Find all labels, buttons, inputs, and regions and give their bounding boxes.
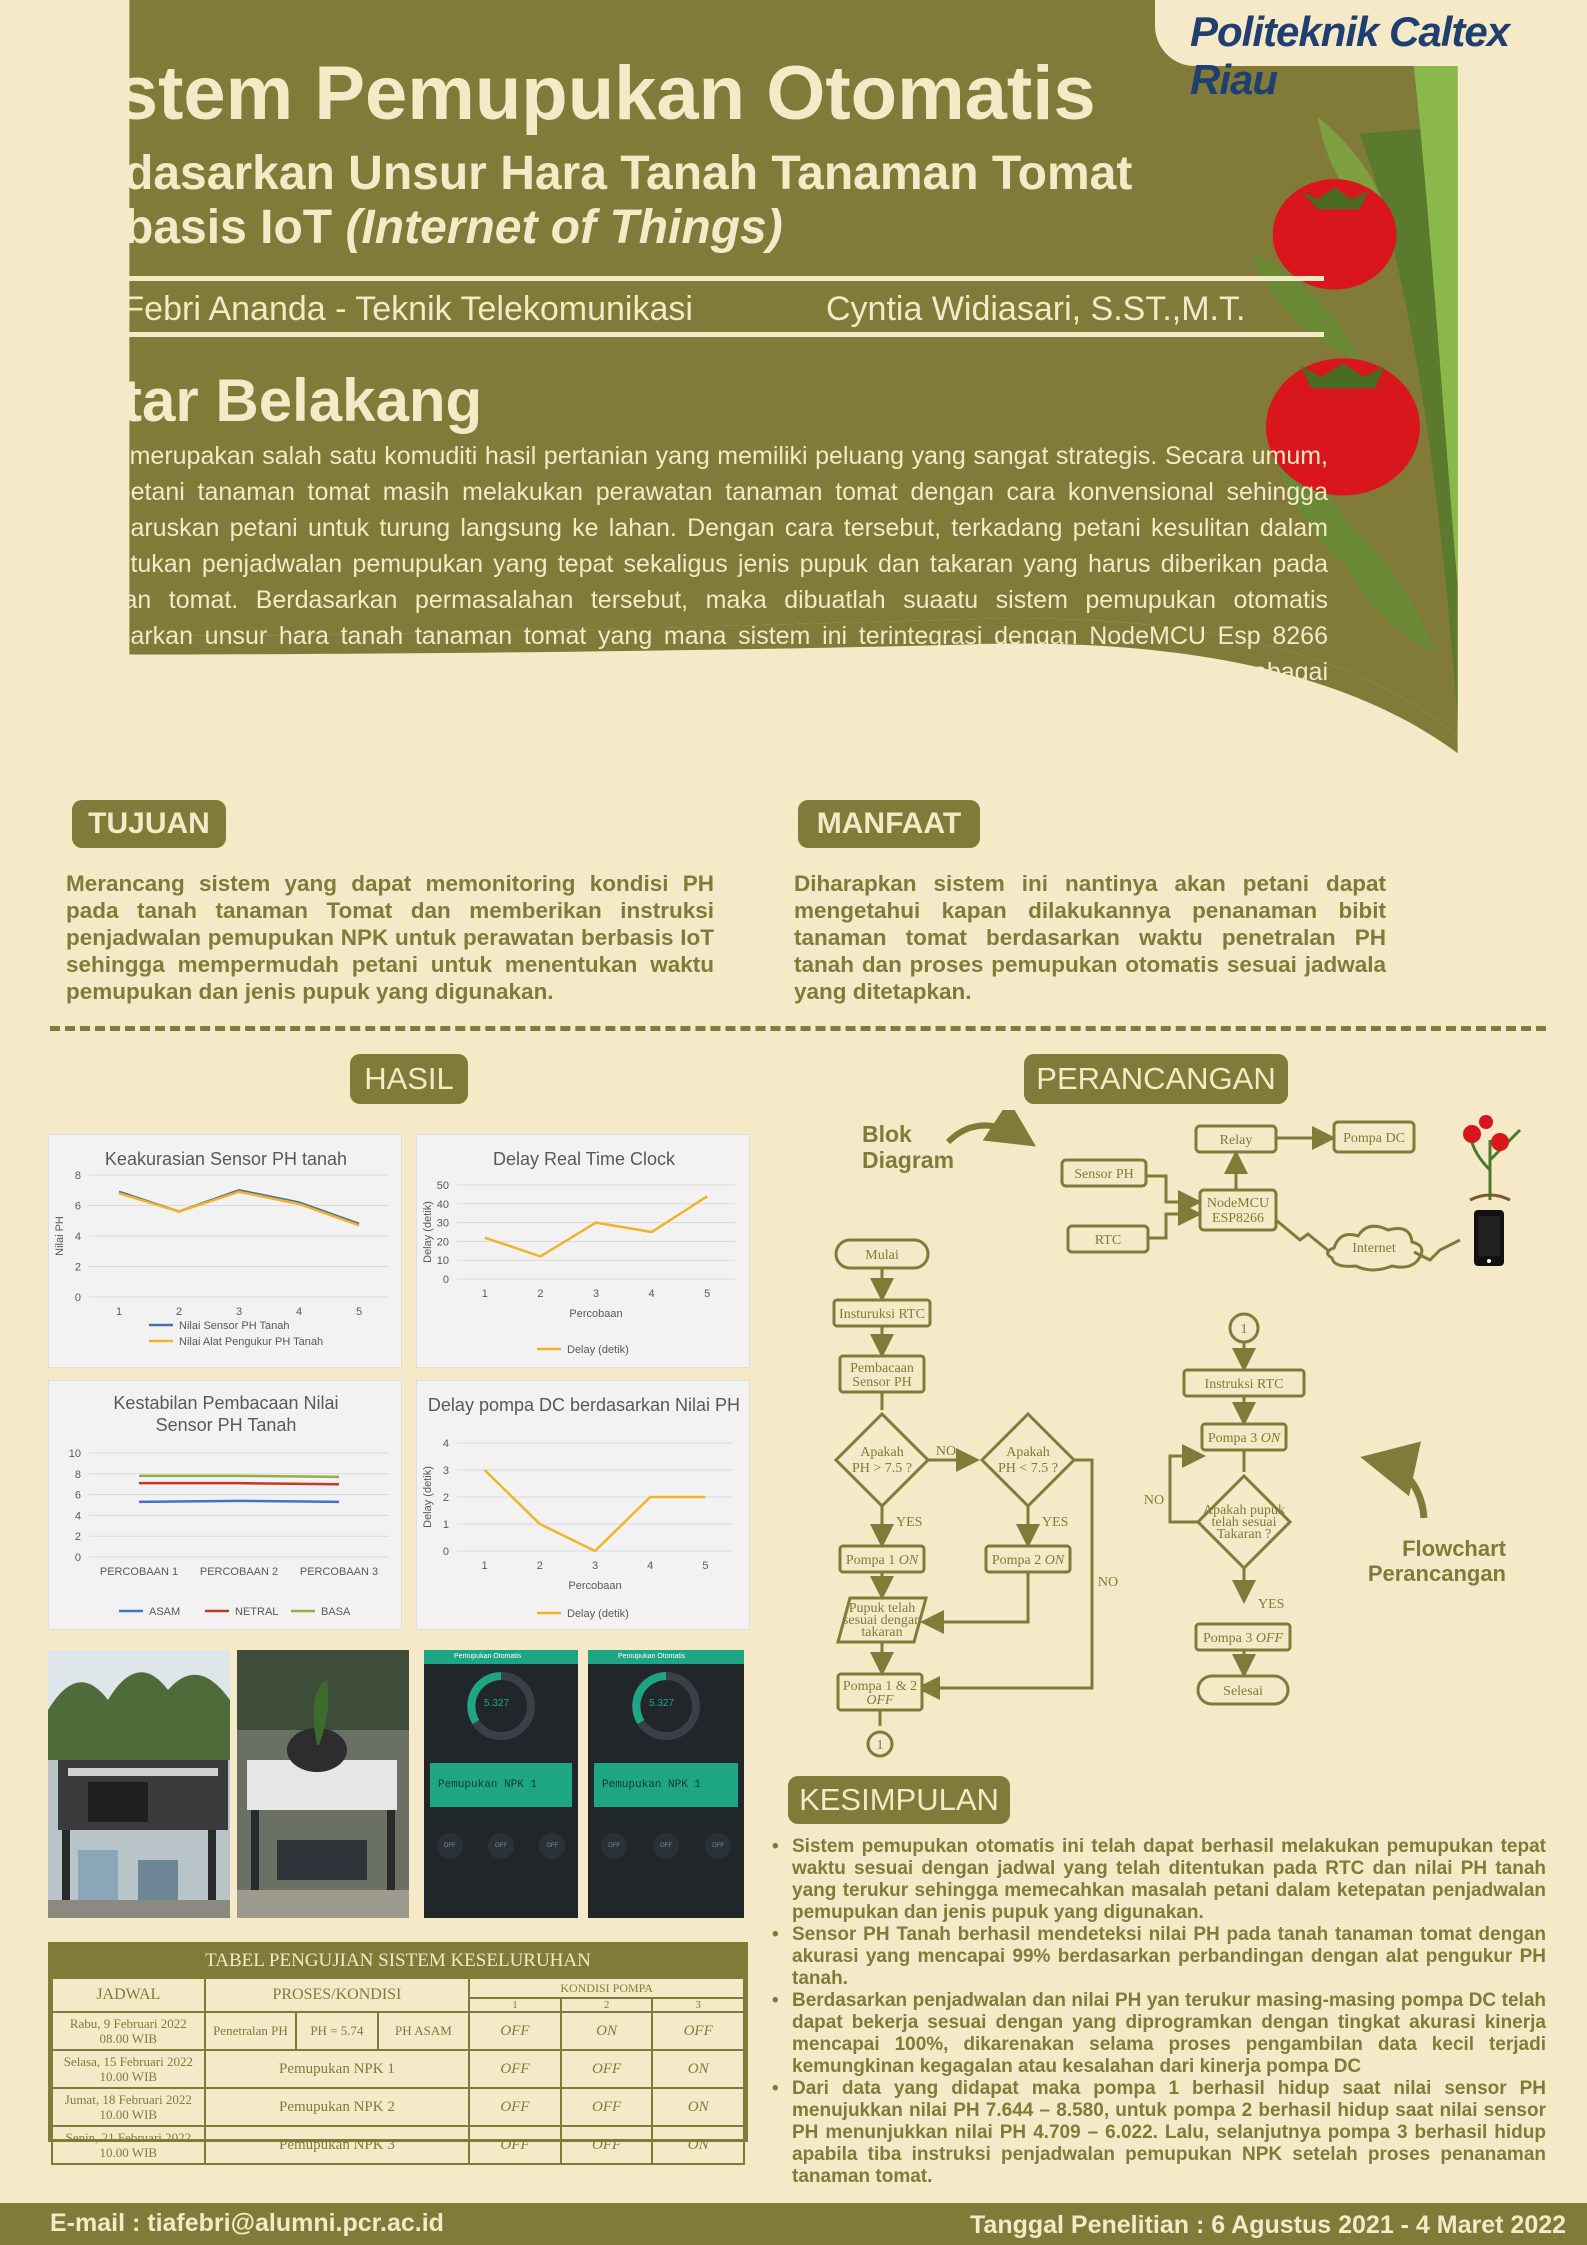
chart-ph-stability bbox=[48, 1380, 402, 1630]
y-axis-label: Nilai PH bbox=[54, 1216, 66, 1256]
x-tick-label: 4 bbox=[647, 1560, 654, 1572]
y-tick-label: 6 bbox=[74, 1200, 81, 1213]
flow-pompa3-state: ON bbox=[1260, 1431, 1281, 1446]
y-tick-label: 2 bbox=[74, 1261, 81, 1274]
y-tick-label: 10 bbox=[68, 1448, 81, 1460]
blok-label: Blok bbox=[862, 1121, 912, 1147]
x-tick-label: 3 bbox=[591, 1560, 599, 1572]
row-date bbox=[52, 2012, 205, 2050]
proc: Pemupukan NPK 3 bbox=[205, 2126, 470, 2164]
chart-title: Sensor PH Tanah bbox=[155, 1415, 297, 1435]
chart-ph-stability-svg bbox=[49, 1381, 403, 1631]
test-table bbox=[48, 1942, 748, 2160]
flow-decision-label: Apakah bbox=[860, 1445, 904, 1460]
series-line bbox=[139, 1483, 339, 1484]
pump2: ON bbox=[561, 2012, 653, 2050]
design-diagrams bbox=[830, 1110, 1550, 1770]
flow-yes-label: YES bbox=[896, 1515, 923, 1530]
flowchart-label: Flowchart bbox=[1402, 1536, 1506, 1561]
flowchart-label: Perancangan bbox=[1367, 1561, 1506, 1586]
flow-baca-label: Pembacaan bbox=[850, 1361, 914, 1376]
hasil-heading: HASIL bbox=[350, 1054, 468, 1104]
legend-label: NETRAL bbox=[235, 1606, 279, 1618]
pump1: OFF bbox=[469, 2012, 561, 2050]
y-tick-label: 40 bbox=[436, 1198, 449, 1211]
divider bbox=[44, 276, 1324, 281]
flow-decision-label: telah sesuai bbox=[1211, 1515, 1277, 1530]
y-tick-label: 3 bbox=[442, 1465, 449, 1477]
pump1: OFF bbox=[469, 2088, 561, 2126]
x-axis-label: Percobaan bbox=[568, 1580, 622, 1592]
legend-label: Delay (detik) bbox=[567, 1608, 629, 1620]
block-internet-label: Internet bbox=[1352, 1241, 1396, 1256]
y-tick-label: 0 bbox=[442, 1274, 449, 1286]
flow-pompa3-off-label: Pompa 3 bbox=[1202, 1631, 1256, 1646]
date: Senin, 21 Februari 2022 bbox=[65, 2130, 192, 2145]
block-pompa-label: Pompa DC bbox=[1343, 1131, 1405, 1146]
x-tick-label: 5 bbox=[702, 1560, 709, 1572]
pump3: ON bbox=[652, 2126, 744, 2164]
list-item: • Dari data yang didapat maka pompa 1 berhasil hidup saat nilai sensor PH menujukkan nilai PH 7.644 – 8.580, untuk pompa 2 berhasil hidup saat nilai sensor PH menunjukkan nilai PH 4.709 – 6.022. Lalu, selanjutnya pompa 3 berhasil hidup apabila tiba instruksi penjadwalan pemupukan NPK setelah proses penanaman tanaman tomat. bbox=[770, 2078, 1546, 2188]
legend-label: Nilai Alat Pengukur PH Tanah bbox=[179, 1336, 324, 1348]
pump2: OFF bbox=[561, 2088, 653, 2126]
x-tick-label: 1 bbox=[481, 1288, 488, 1300]
chart-ph-accuracy bbox=[48, 1134, 402, 1368]
pump3: OFF bbox=[652, 2012, 744, 2050]
y-tick-label: 2 bbox=[74, 1531, 81, 1544]
flow-instruksi-label: Insturuksi RTC bbox=[839, 1307, 925, 1322]
pump3: ON bbox=[652, 2088, 744, 2126]
y-tick-label: 0 bbox=[442, 1546, 449, 1558]
list-item: • Sistem pemupukan otomatis ini telah dapat berhasil melakukan pemupukan tepat waktu sesuai dengan jadwal yang telah ditentukan pada RTC dan nilai PH tanah yang terukur sehingga memecahkan masalah petani dalam ketepatan penjadwalan pemupukan dan jenis pupuk yang digunakan. bbox=[770, 1836, 1546, 1924]
proc: Pemupukan NPK 1 bbox=[205, 2050, 470, 2088]
y-axis-label: Delay (detik) bbox=[422, 1201, 434, 1263]
pump1: OFF bbox=[469, 2050, 561, 2088]
chart-title: Delay Real Time Clock bbox=[492, 1149, 676, 1169]
x-tick-label: 1 bbox=[481, 1560, 488, 1572]
chart-title: Delay pompa DC berdasarkan Nilai PH bbox=[427, 1395, 741, 1415]
x-tick-label: 3 bbox=[592, 1288, 600, 1300]
pump-col: 1 bbox=[469, 1998, 561, 2012]
time: 10.00 WIB bbox=[99, 2107, 158, 2122]
block-node-label: ESP8266 bbox=[1211, 1211, 1265, 1226]
col-jadwal: JADWAL bbox=[52, 1978, 205, 2012]
row-date bbox=[52, 2088, 205, 2126]
time: 10.00 WIB bbox=[99, 2069, 158, 2084]
svg-text:Pompa 3 ON bbox=[1208, 1431, 1281, 1446]
subtitle-italic: (Internet of Things) bbox=[345, 201, 783, 254]
svg-text:Pompa 1 ON bbox=[846, 1553, 919, 1568]
kesimpulan-list bbox=[770, 1836, 1546, 2188]
legend-label: Nilai Sensor PH Tanah bbox=[179, 1320, 290, 1332]
app-screen-1 bbox=[424, 1650, 578, 1918]
legend-label: BASA bbox=[321, 1606, 351, 1618]
poster-title: Sistem Pemupukan Otomatis bbox=[44, 51, 1096, 136]
col-kondisi: KONDISI POMPA bbox=[469, 1978, 744, 1998]
series-line bbox=[119, 1192, 359, 1226]
latar-heading: Latar Belakang bbox=[52, 367, 483, 434]
chart-title: Kestabilan Pembacaan Nilai bbox=[113, 1393, 339, 1413]
legend-label: ASAM bbox=[149, 1606, 181, 1618]
flow-connector-label: 1 bbox=[876, 1738, 884, 1753]
x-tick-label: PERCOBAAN 2 bbox=[199, 1566, 279, 1578]
x-tick-label: PERCOBAAN 3 bbox=[299, 1566, 379, 1578]
app-banner: Pemupukan NPK 1 bbox=[430, 1763, 572, 1807]
x-tick-label: PERCOBAAN 1 bbox=[99, 1566, 179, 1578]
flow-pompa2-label: Pompa 2 bbox=[991, 1553, 1045, 1568]
flow-pompa1-state: ON bbox=[898, 1553, 919, 1568]
flow-decision-label: Apakah bbox=[1006, 1445, 1050, 1460]
x-tick-label: 1 bbox=[115, 1306, 123, 1318]
chart-rtc-delay bbox=[416, 1134, 750, 1368]
series-line bbox=[139, 1476, 339, 1477]
y-tick-label: 0 bbox=[74, 1552, 81, 1564]
flow-pupuk-label: sesuai dengan bbox=[842, 1613, 922, 1628]
flow-yes-label: YES bbox=[1258, 1597, 1285, 1612]
tomato-plant-icon bbox=[1463, 1115, 1520, 1200]
table-title: TABEL PENGUJIAN SISTEM KESELURUHAN bbox=[51, 1945, 745, 1977]
x-tick-label: 4 bbox=[648, 1288, 655, 1300]
pump2: OFF bbox=[561, 2050, 653, 2088]
perancangan-heading: PERANCANGAN bbox=[1024, 1054, 1288, 1104]
block-node-label: NodeMCU bbox=[1206, 1196, 1270, 1211]
block-rtc-label: RTC bbox=[1094, 1233, 1122, 1248]
footer-date: Tanggal Penelitian : 6 Agustus 2021 - 4 Maret 2022 bbox=[970, 2211, 1567, 2239]
supervisor: Cyntia Widiasari, S.ST.,M.T. bbox=[826, 290, 1246, 328]
list-item: • Berdasarkan penjadwalan dan nilai PH yan terukur masing-masing pompa DC telah dapat bekerja sesuai dengan yang diprogramkan dengan tingkat akurasi kinerja mencapai 100%, dikarenakan selama proses pengambilan data kecil terjadi kemungkinan kegagalan atau kesalahan dari kinerja pompa DC bbox=[770, 1990, 1546, 2078]
tujuan-text: Merancang sistem yang dapat memonitoring kondisi PH pada tanah tanaman Tomat dan memberikan instruksi penjadwalan pemupukan NPK untuk perawatan berbasis IoT sehingga mempermudah petani untuk menentukan waktu pemupukan dan jenis pupuk yang digunakan. bbox=[66, 871, 714, 1004]
poster-subtitle-line1: Berdasarkan Unsur Hara Tanah Tanaman Tomat bbox=[44, 147, 1133, 200]
curved-arrow-icon bbox=[948, 1125, 1026, 1142]
pump-toggle-1[interactable]: OFF bbox=[437, 1833, 463, 1859]
table-row bbox=[52, 2126, 744, 2164]
flow-decision-label: PH < 7.5 ? bbox=[997, 1461, 1059, 1476]
y-tick-label: 8 bbox=[74, 1468, 81, 1481]
x-axis-label: Percobaan bbox=[569, 1308, 623, 1320]
x-tick-label: 5 bbox=[355, 1306, 363, 1318]
date: Rabu, 9 Februari 2022 bbox=[69, 2016, 187, 2031]
flow-no-label: NO bbox=[1143, 1493, 1165, 1508]
pump-toggle-2[interactable]: OFF bbox=[653, 1833, 679, 1859]
prototype-photo-image bbox=[237, 1650, 409, 1918]
chart-ph-accuracy-svg bbox=[49, 1135, 403, 1369]
manfaat-text: Diharapkan sistem ini nantinya akan petani dapat mengetahui kapan dilakukannya penanaman bibit tanaman tomat berdasarkan waktu penetralan PH tanah dan proses pemupukan otomatis sesuai jadwala yang ditetapkan. bbox=[794, 871, 1386, 1004]
pump1: OFF bbox=[469, 2126, 561, 2164]
flow-pompa3-off-state: OFF bbox=[1255, 1631, 1284, 1646]
pump-col: 2 bbox=[561, 1998, 653, 2012]
chart-pump-delay bbox=[416, 1380, 750, 1630]
legend-label: Delay (detik) bbox=[567, 1344, 629, 1356]
flow-start-label: Mulai bbox=[865, 1248, 899, 1263]
block-relay-label: Relay bbox=[1219, 1133, 1253, 1148]
app-title: Pemupukan Otomatis bbox=[588, 1650, 744, 1664]
flow-decision-1 bbox=[836, 1414, 928, 1506]
x-tick-label: 2 bbox=[175, 1306, 183, 1318]
series-line bbox=[485, 1470, 706, 1551]
pump-toggle-3[interactable]: OFF bbox=[539, 1833, 565, 1859]
flow-decision-2 bbox=[982, 1414, 1074, 1506]
svg-text:Pompa 2 ON bbox=[992, 1553, 1065, 1568]
flow-connector-label: 1 bbox=[1240, 1322, 1248, 1337]
time: 10.00 WIB bbox=[99, 2145, 158, 2160]
subtitle-plain: Berbasis IoT bbox=[44, 201, 346, 254]
chart-pump-delay-svg bbox=[417, 1381, 751, 1631]
tujuan-heading: TUJUAN bbox=[72, 800, 226, 848]
y-tick-label: 20 bbox=[436, 1236, 449, 1249]
y-tick-label: 4 bbox=[74, 1231, 81, 1243]
svg-text:Pompa 3 OFF bbox=[1203, 1631, 1284, 1646]
proc-a: Penetralan PH bbox=[205, 2012, 297, 2050]
y-tick-label: 30 bbox=[436, 1217, 449, 1230]
pump-toggle-1[interactable]: OFF bbox=[601, 1833, 627, 1859]
flow-decision-label: PH > 7.5 ? bbox=[851, 1461, 913, 1476]
latar-text: Tomat merupakan salah satu komuditi hasil pertanian yang memiliki peluang yang sangat strategis. Secara umum, para petani tanaman tomat masih melakukan perawatan tanaman tomat dengan cara konvensional sehingga mengharuskan petani untuk turung langsung ke lahan. Dengan cara tersebut, terkadang petani kesulitan dalam menentukan penjadwalan pemupukan yang tepat sekaligus jenis pupuk dan takaran yang harus diberikan pada tanaman tomat. Berdasarkan permasalahan tersebut, maka dibuatlah suaatu sistem pemupukan otomatis berdasarkan unsur hara tanah tanaman tomat yang mana sistem ini terintegrasi dengan NodeMCU Esp 8266 sebagai mikrokontroler, RTC sebagai penyimpan waktu untuk penjadwalan dan sensor PH Supp2787 sebagai pengukur PH tanah. bbox=[54, 442, 1328, 722]
x-tick-label: 2 bbox=[537, 1288, 544, 1300]
flow-pompa1-label: Pompa 1 bbox=[845, 1553, 899, 1568]
proc-b: PH = 5.74 bbox=[296, 2012, 377, 2050]
proc: Pemupukan NPK 2 bbox=[205, 2088, 470, 2126]
flow-pupuk-label: takaran bbox=[861, 1625, 903, 1640]
x-tick-label: 2 bbox=[536, 1560, 543, 1572]
block-sensor-label: Sensor PH bbox=[1074, 1167, 1134, 1182]
flow-baca-label: Sensor PH bbox=[852, 1375, 912, 1390]
flow-pompa3-label: Pompa 3 bbox=[1207, 1431, 1261, 1446]
institution-logo: Politeknik Caltex Riau bbox=[1190, 8, 1510, 103]
ph-reading: 5.327 bbox=[649, 1698, 675, 1709]
prototype-photo-image bbox=[48, 1650, 230, 1918]
x-tick-label: 5 bbox=[704, 1288, 711, 1300]
pump-toggle-3[interactable]: OFF bbox=[705, 1833, 731, 1859]
flow-no-label: NO bbox=[935, 1444, 957, 1459]
chart-rtc-delay-svg bbox=[417, 1135, 751, 1369]
table-row bbox=[52, 2050, 744, 2088]
row-date bbox=[52, 2126, 205, 2164]
curved-arrow-icon bbox=[1374, 1460, 1424, 1518]
pump-col: 3 bbox=[652, 1998, 744, 2012]
pump3: ON bbox=[652, 2050, 744, 2088]
flow-decision-label: Apakah pupuk bbox=[1202, 1503, 1286, 1518]
chart-title: Keakurasian Sensor PH tanah bbox=[104, 1149, 348, 1169]
x-tick-label: 3 bbox=[235, 1306, 243, 1318]
kesimpulan-heading: KESIMPULAN bbox=[788, 1776, 1010, 1824]
y-tick-label: 1 bbox=[442, 1519, 449, 1531]
ph-reading: 5.327 bbox=[484, 1698, 510, 1709]
y-axis-label: Delay (detik) bbox=[422, 1466, 434, 1528]
x-tick-label: 4 bbox=[295, 1306, 303, 1318]
flow-decision-label: Takaran ? bbox=[1216, 1527, 1272, 1542]
flow-pompa12-state: OFF bbox=[866, 1693, 894, 1708]
series-line bbox=[119, 1190, 359, 1224]
app-banner: Pemupukan NPK 1 bbox=[594, 1763, 738, 1807]
poster-subtitle-line2 bbox=[44, 200, 783, 255]
y-tick-label: 10 bbox=[436, 1255, 449, 1268]
pump2: OFF bbox=[561, 2126, 653, 2164]
photo-prototype-1 bbox=[48, 1650, 230, 1918]
y-tick-label: 50 bbox=[436, 1180, 449, 1192]
flow-pompa2-state: ON bbox=[1044, 1553, 1065, 1568]
photo-prototype-2 bbox=[237, 1650, 409, 1918]
flow-no-label: NO bbox=[1097, 1575, 1119, 1590]
footer-email: E-mail : tiafebri@alumni.pcr.ac.id bbox=[50, 2209, 444, 2237]
manfaat-heading: MANFAAT bbox=[798, 800, 980, 848]
y-tick-label: 6 bbox=[74, 1489, 81, 1502]
results-table bbox=[51, 1977, 745, 2165]
app-screen-2 bbox=[588, 1650, 744, 1918]
flow-pupuk-label: Pupuk telah bbox=[848, 1601, 916, 1616]
table-row bbox=[52, 2012, 744, 2050]
series-line bbox=[485, 1196, 707, 1256]
smartphone-icon bbox=[1474, 1210, 1504, 1266]
date: Jumat, 18 Februari 2022 bbox=[64, 2092, 192, 2107]
app-title: Pemupukan Otomatis bbox=[424, 1650, 578, 1664]
row-date bbox=[52, 2050, 205, 2088]
col-proses: PROSES/KONDISI bbox=[205, 1978, 470, 2012]
flow-pompa12-label: Pompa 1 & 2 bbox=[842, 1679, 918, 1694]
dashed-divider bbox=[50, 1026, 1546, 1031]
divider bbox=[44, 332, 1324, 337]
y-tick-label: 0 bbox=[74, 1292, 81, 1304]
y-tick-label: 4 bbox=[74, 1510, 81, 1523]
list-item: • Sensor PH Tanah berhasil mendeteksi nilai PH pada tanah tanaman tomat dengan akurasi yang mencapai 99% berdasarkan perbandingan dengan alat pengukur PH tanah. bbox=[770, 1924, 1546, 1990]
series-line bbox=[139, 1501, 339, 1502]
flow-instruksi-2-label: Instruksi RTC bbox=[1204, 1377, 1284, 1392]
proc-c: PH ASAM bbox=[378, 2012, 470, 2050]
y-tick-label: 2 bbox=[442, 1492, 449, 1504]
flow-end-label: Selesai bbox=[1223, 1684, 1263, 1699]
author: Tia Febri Ananda - Teknik Telekomunikasi bbox=[68, 290, 693, 328]
y-tick-label: 4 bbox=[442, 1438, 449, 1450]
time: 08.00 WIB bbox=[99, 2031, 158, 2046]
table-row bbox=[52, 2088, 744, 2126]
pump-toggle-2[interactable]: OFF bbox=[488, 1833, 514, 1859]
date: Selasa, 15 Februari 2022 bbox=[63, 2054, 193, 2069]
blok-label: Diagram bbox=[862, 1147, 955, 1173]
flow-yes-label: YES bbox=[1042, 1515, 1069, 1530]
y-tick-label: 8 bbox=[74, 1170, 81, 1182]
